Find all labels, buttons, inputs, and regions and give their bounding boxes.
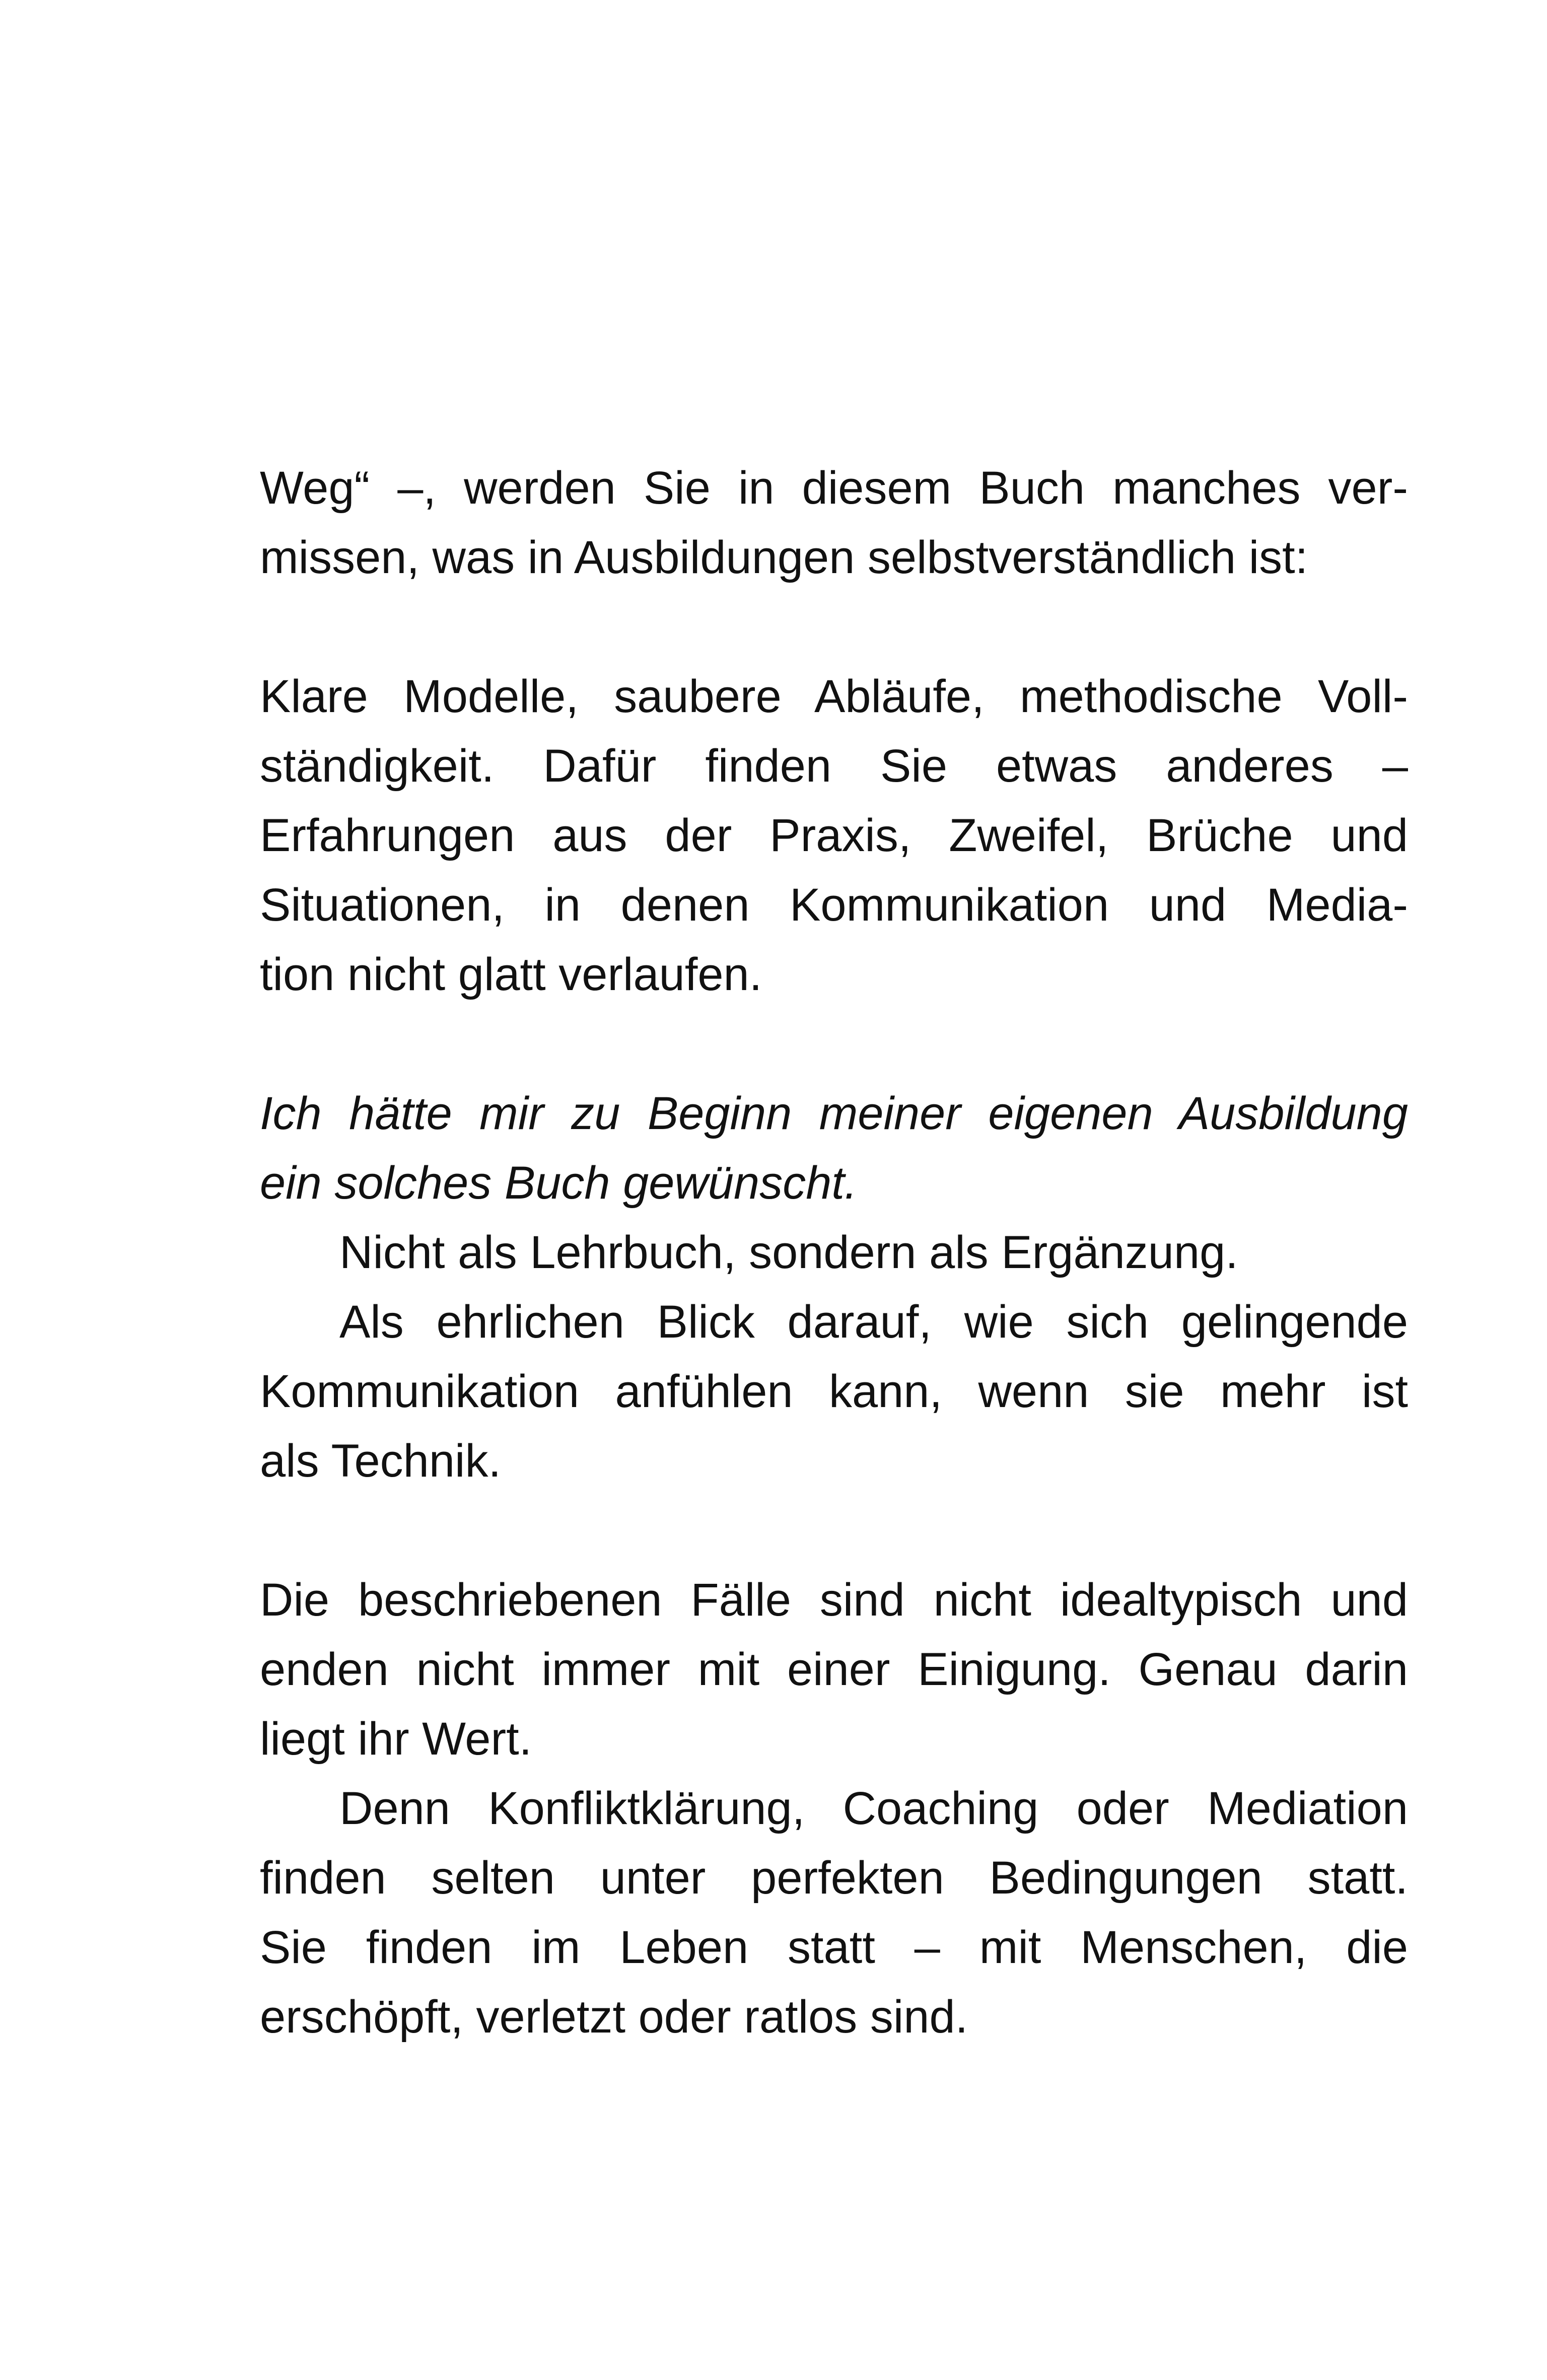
paragraph-gap (260, 592, 1408, 662)
paragraph-gap (260, 1496, 1408, 1565)
text-line: Sie finden im Leben statt – mit Menschen, die (260, 1922, 1408, 1973)
text-line: Denn Konfliktklärung, Coaching oder Mediation (339, 1783, 1408, 1834)
paragraph-7 (260, 1774, 1408, 2052)
text-line: Klare Modelle, saubere Abläufe, methodische Voll- (260, 671, 1408, 722)
text-line: enden nicht immer mit einer Einigung. Genau darin (260, 1644, 1408, 1695)
paragraph-4 (260, 1218, 1408, 1287)
text-line: Erfahrungen aus der Praxis, Zweifel, Brüche und (260, 810, 1408, 861)
body-text (260, 453, 1408, 2052)
text-line: finden selten unter perfekten Bedingungen statt. (260, 1852, 1408, 1904)
text-line: Situationen, in denen Kommunikation und Media- (260, 879, 1408, 931)
text-line: tion nicht glatt verlaufen. (260, 949, 762, 1000)
text-line: Ich hätte mir zu Beginn meiner eigenen Ausbildung (260, 1088, 1408, 1139)
paragraph-3-italic (260, 1079, 1408, 1218)
paragraph-2 (260, 662, 1408, 1009)
text-line: ein solches Buch gewünscht. (260, 1157, 858, 1209)
text-line: erschöpft, verletzt oder ratlos sind. (260, 1991, 968, 2043)
text-line: Nicht als Lehrbuch, sondern als Ergänzung. (339, 1227, 1238, 1278)
text-line: Als ehrlichen Blick darauf, wie sich gelingende (339, 1296, 1408, 1348)
text-line: Kommunikation anfühlen kann, wenn sie mehr ist (260, 1366, 1408, 1417)
text-line: missen, was in Ausbildungen selbstverständlich ist: (260, 532, 1308, 583)
paragraph-gap (260, 1009, 1408, 1079)
paragraph-6 (260, 1565, 1408, 1774)
text-line: Die beschriebenen Fälle sind nicht idealtypisch und (260, 1574, 1408, 1626)
text-line: ständigkeit. Dafür finden Sie etwas anderes – (260, 740, 1408, 792)
paragraph-1 (260, 453, 1408, 592)
text-line: liegt ihr Wert. (260, 1713, 532, 1765)
text-line: als Technik. (260, 1435, 502, 1487)
text-line: Weg“ –, werden Sie in diesem Buch manches ver- (260, 462, 1408, 514)
paragraph-5 (260, 1287, 1408, 1496)
